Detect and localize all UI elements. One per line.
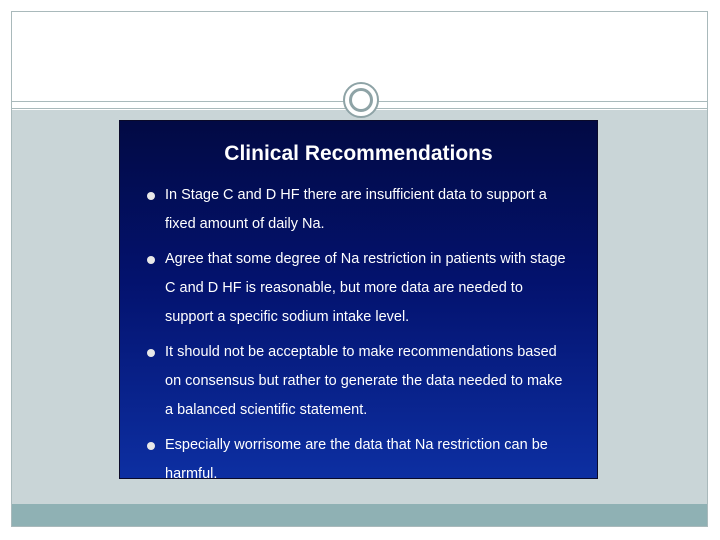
bullet-item bbox=[147, 431, 567, 489]
bullet-item bbox=[147, 181, 567, 239]
bullet-text: Especially worrisome are the data that Na restriction can be harmful. bbox=[165, 437, 548, 482]
bullet-dot-icon bbox=[147, 256, 155, 264]
bullet-dot-icon bbox=[147, 349, 155, 357]
bullet-item bbox=[147, 338, 567, 425]
bullet-text: Agree that some degree of Na restriction in patients with stage C and D HF is reasonable, but more data are needed to support a specific sodium intake level. bbox=[165, 251, 566, 325]
ring-ornament-icon bbox=[343, 82, 379, 118]
bullet-text: It should not be acceptable to make recommendations based on consensus but rather to generate the data needed to make a balanced scientific statement. bbox=[165, 344, 563, 418]
bullet-item bbox=[147, 245, 567, 332]
bullet-dot-icon bbox=[147, 192, 155, 200]
bullet-text: In Stage C and D HF there are insufficient data to support a fixed amount of daily Na. bbox=[165, 187, 547, 232]
embedded-slide bbox=[119, 120, 598, 482]
footer-band bbox=[12, 504, 707, 526]
bullet-dot-icon bbox=[147, 442, 155, 450]
ring-inner bbox=[349, 88, 373, 112]
bullet-list bbox=[147, 181, 567, 495]
slide-title: Clinical Recommendations bbox=[224, 142, 493, 165]
